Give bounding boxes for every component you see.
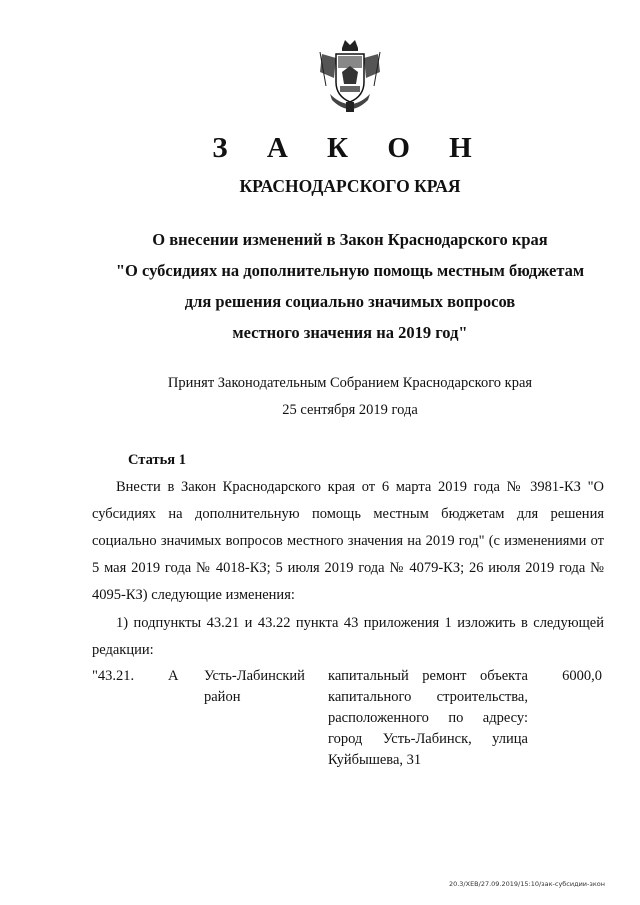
article-heading: Статья 1 — [128, 452, 186, 468]
law-name-line: "О субсидиях на дополнительную помощь местным бюджетам — [115, 261, 585, 280]
adoption-date: 25 сентября 2019 года — [282, 402, 418, 418]
law-name-line: для решения социально значимых вопросов — [184, 292, 516, 311]
law-name-line: местного значения на 2019 год" — [232, 323, 468, 342]
region-title: КРАСНОДАРСКОГО КРАЯ — [239, 176, 461, 196]
amendment-category: А — [168, 668, 179, 684]
document-type-title: З А К О Н — [212, 132, 488, 164]
law-name — [0, 224, 640, 348]
law-name-line: О внесении изменений в Закон Краснодарского края — [152, 230, 548, 249]
krasnodar-coat-of-arms-icon — [318, 38, 382, 118]
amendment-district: Усть-Лабинский район — [204, 668, 305, 705]
adoption-info — [0, 370, 640, 424]
article-paragraph: Внести в Закон Краснодарского края от 6 марта 2019 года № 3981-КЗ "О субсидиях на дополнительную помощь местным бюджетам для решения социально значимых вопросов местного значения на 2019 год" (с изменениями от 5 мая 2019 года № 4018-КЗ; 5 июля 2019 года № 4079-КЗ; 26 июля 2019 года № 4095-КЗ) следующие изменения: — [92, 479, 604, 603]
amendment-amount: 6000,0 — [562, 668, 602, 684]
adoption-body: Принят Законодательным Собранием Краснодарского края — [167, 375, 533, 391]
article-paragraph: 1) подпункты 43.21 и 43.22 пункта 43 приложения 1 изложить в следующей редакции: — [92, 615, 604, 658]
amendment-number: "43.21. — [92, 668, 135, 684]
footer-document-code: 20.3/ХЕВ/27.09.2019/15:10/зак-субсидии-зкон — [448, 880, 605, 888]
amendment-description: капитальный ремонт объекта капитального строительства, расположенного по адресу: город Усть-Лабинск, улица Куйбышева, 31 — [328, 668, 528, 768]
